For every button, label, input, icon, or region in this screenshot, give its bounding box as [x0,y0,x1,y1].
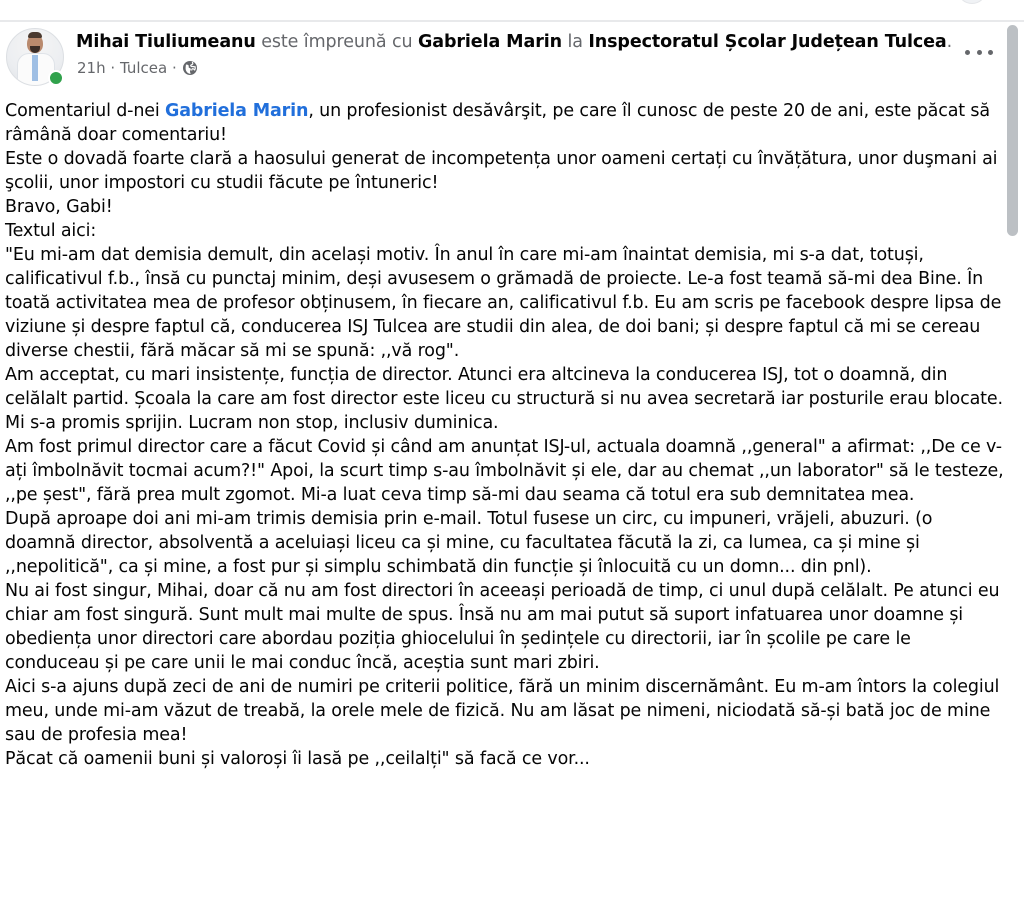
mention-link[interactable]: Gabriela Marin [165,101,309,121]
post-paragraph: După aproape doi ani mi-am trimis demisia prin e-mail. Totul fusese un circ, cu impuneri, vrăjeli, abuzuri. (o doamnă director, absolventă a aceluiași liceu ca și mine, cu facultatea făcută la zi, ca lumea, ca și mine și ,,nepolitică", ca și mine, a fost pur și simplu schimbată din funcție și înlocuită cu un domn... din pnl). [5,509,933,577]
author-name-link[interactable]: Mihai Tiuliumeanu [76,32,256,52]
post-paragraph: Am fost primul director care a făcut Covid și când am anunțat ISJ-ul, actuala doamnă ,,general" a afirmat: ,,De ce v-ați îmbolnăvit tocmai acum?!" Apoi, la scurt timp s-au îmbolnăvit și ele, dar au chemat ,,un laborator" să le testeze, ,,pe șest", fără prea mult zgomot. Mi-a luat ceva timp să-mi dau seama că totul era sub demnitatea mea. [5,437,1004,505]
post-paragraph: Comentariul d-nei Gabriela Marin, un profesionist desăvârşit, pe care îl cunosc de peste 20 de ani, este păcat să râmână doar comentariu! [5,101,990,145]
post-place-link[interactable]: Tulcea [119,59,168,77]
more-options-button[interactable] [964,42,994,62]
tagged-person-link[interactable]: Gabriela Marin [417,32,562,52]
meta-separator: · [110,59,116,77]
at-text: la [567,32,583,52]
scrollbar-thumb[interactable] [1007,25,1018,236]
top-partial-button[interactable] [958,0,986,4]
post-paragraph: Păcat că oamenii buni și valoroși îi lasă pe ,,ceilalți" să facă ce vor... [5,749,590,769]
post-paragraph: "Eu mi-am dat demisia demult, din același motiv. În anul în care mi-am înaintat demisia, mi s-a dat, totuși, calificativul f.b., însă cu punctaj minim, deși avusesem o grămadă de proiecte. Le-a fost teamă să-mi dea Bine. În toată activitatea mea de profesor obținusem, în fiecare an, calificativul f.b. Eu am scris pe facebook despre lipsa de viziune și despre faptul că, conducerea ISJ Tulcea are studii din alea, de doi bani; și despre faptul că mi se cereau diverse chestii, fără măcar să mi se spună: ,,vă rog". [5,245,1002,361]
top-divider [0,20,1024,22]
post-meta [77,57,198,79]
globe-icon[interactable] [182,60,198,76]
with-text: este împreună cu [261,32,413,52]
online-status-indicator [48,70,64,86]
location-page-link[interactable]: Inspectoratul Școlar Județean Tulcea [588,32,947,52]
post-paragraph: Este o dovadă foarte clară a haosului generat de incompetența unor oameni certați cu învățătura, unor duşmani ai şcolii, unor impostori cu studii făcute pe întuneric! [5,149,998,193]
post-paragraph: Aici s-a ajuns după zeci de ani de numiri pe criterii politice, fără un minim discernământ. Eu m-am întors la colegiul meu, unde mi-am văzut de treabă, la orele mele de fizică. Nu am lăsat pe nimeni, niciodată să-și bată joc de mine sau de profesia mea! [5,677,1000,745]
post-body [5,99,1005,771]
period: . [946,32,953,52]
post-paragraph: Textul aici: [5,221,97,241]
post-paragraph: Am acceptat, cu mari insistențe, funcția de director. Atunci era altcineva la conducerea ISJ, tot o doamnă, din celălalt partid. Școala la care am fost director este liceu cu structură si nu avea secretară iar posturile erau blocate. Mi s-a promis sprijin. Lucram non stop, inclusiv duminica. [5,365,1003,433]
post-timestamp-link[interactable]: 21h [77,59,106,77]
meta-separator: · [171,59,177,77]
post-paragraph: Nu ai fost singur, Mihai, doar că nu am fost directori în aceeași perioadă de timp, ci unul după celălalt. Pe atunci eu chiar am fost singură. Sunt mult mai multe de spus. Însă nu am mai putut să suport infatuarea unor doamne și obediența unor directori care abordau poziția ghiocelului în ședințele cu directorii, iar în școlile pe care le conduceau și pe care unii le mai conduc încă, aceștia sunt mari zbiri. [5,581,1000,673]
post-paragraph: Bravo, Gabi! [5,197,113,217]
more-options-icon [965,50,970,55]
post-header-line [76,30,952,54]
